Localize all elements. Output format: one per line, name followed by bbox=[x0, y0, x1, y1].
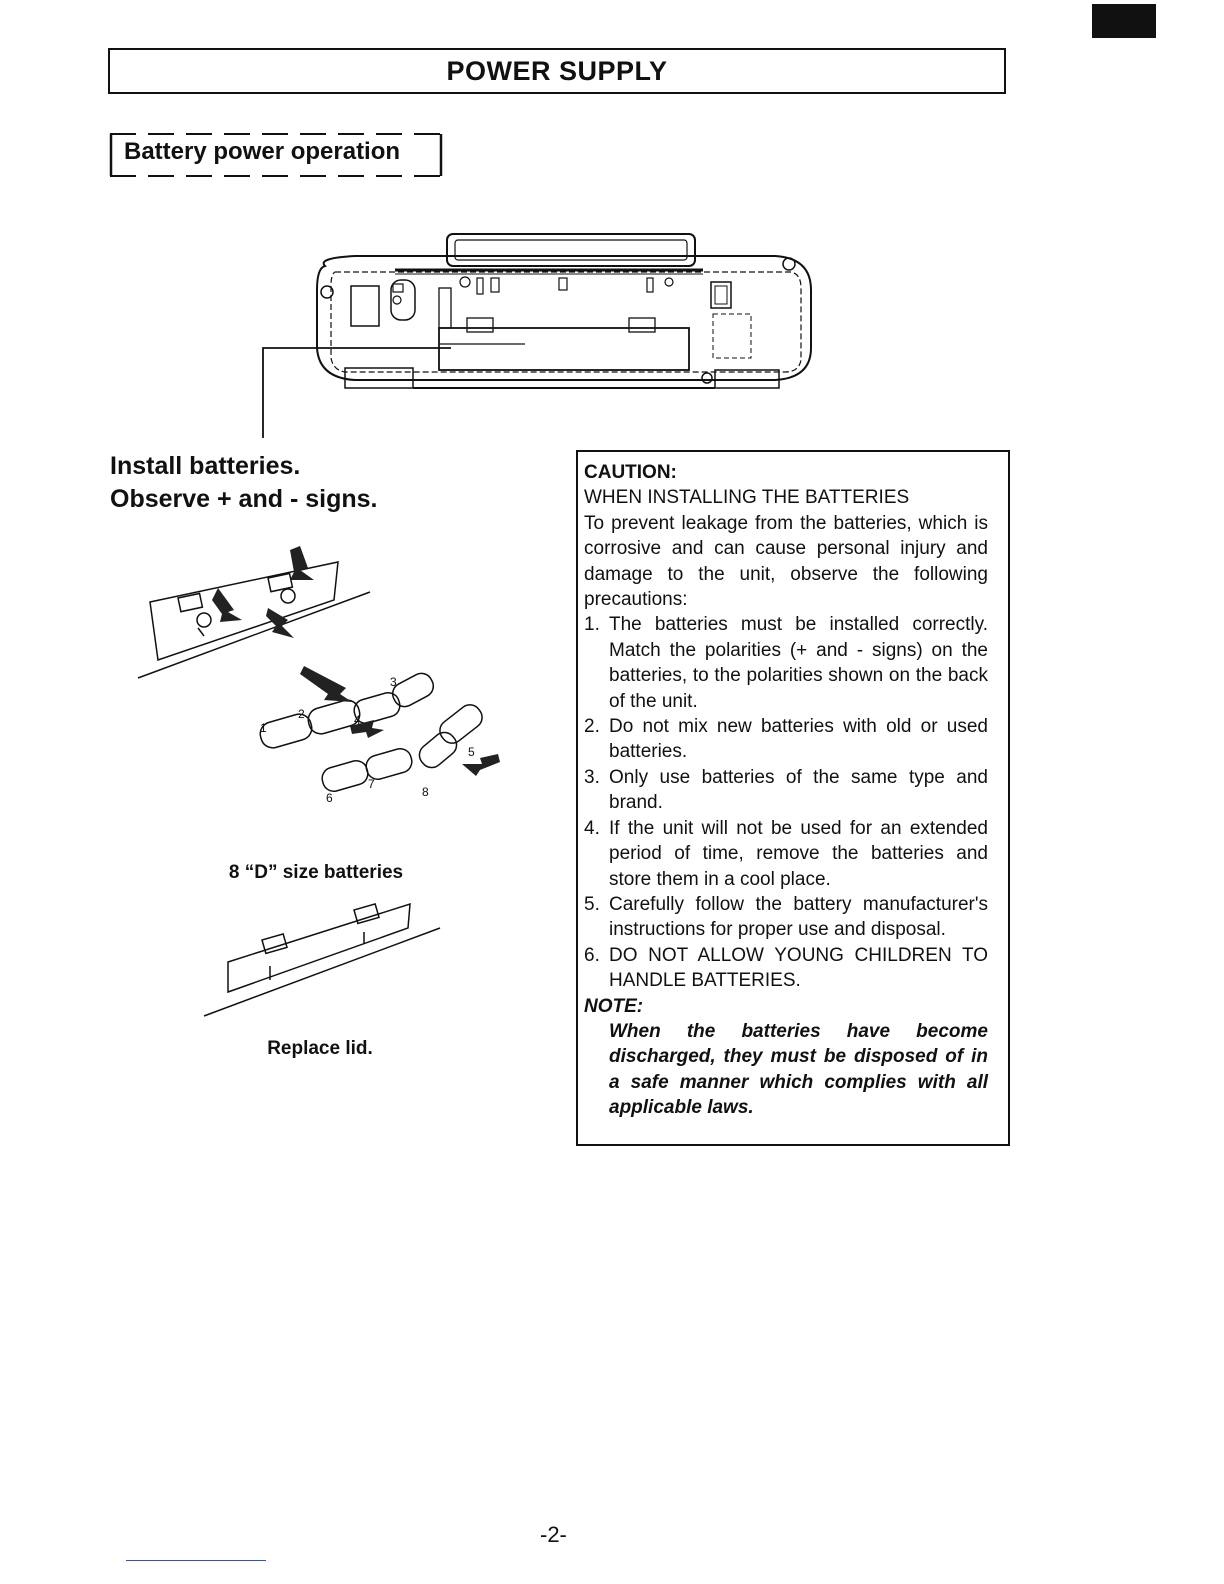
caution-item-1: 1. The batteries must be installed correctly. Match the polarities (+ and - signs) on the batteries, to the polarities shown on the back of the unit. bbox=[584, 614, 988, 712]
note-text: When the batteries have become discharged, they must be disposed of in a safe manner which complies with all applicable laws. bbox=[609, 1020, 988, 1119]
caution-item-5: 5. Carefully follow the battery manufacturer's instructions for proper use and disposal. bbox=[584, 893, 988, 941]
battery-label-6: 6 bbox=[326, 791, 333, 805]
battery-label-4: 4 bbox=[354, 713, 361, 727]
install-batteries-text: Install batteries. bbox=[110, 452, 301, 480]
caution-item-4: 4. If the unit will not be used for an extended period of time, remove the batteries and store them in a cool place. bbox=[584, 817, 988, 890]
battery-label-8: 8 bbox=[422, 785, 429, 799]
battery-label-2: 2 bbox=[298, 707, 305, 721]
observe-signs-text: Observe + and - signs. bbox=[110, 485, 378, 513]
lid-caption: Replace lid. bbox=[267, 1038, 373, 1059]
unit-back-illustration bbox=[255, 228, 815, 448]
battery-label-1: 1 bbox=[260, 721, 267, 735]
caution-subheading: WHEN INSTALLING THE BATTERIES bbox=[584, 487, 910, 509]
page-number: -2- bbox=[540, 1522, 567, 1547]
caution-item-6: 6. DO NOT ALLOW YOUNG CHILDREN TO HANDLE BATTERIES. bbox=[584, 944, 988, 992]
batteries-illustration bbox=[250, 660, 510, 805]
bottom-rule bbox=[126, 1560, 266, 1561]
replace-lid-illustration bbox=[204, 900, 444, 1020]
section-heading-frame bbox=[108, 126, 444, 178]
battery-label-5: 5 bbox=[468, 745, 475, 759]
caution-item-2: 2. Do not mix new batteries with old or used batteries. bbox=[584, 716, 988, 763]
note-label: NOTE: bbox=[584, 995, 644, 1017]
caution-intro: To prevent leakage from the batteries, which is corrosive and can cause personal injury and damage to the unit, observe the following precautions: bbox=[584, 512, 988, 611]
caution-heading: CAUTION: bbox=[584, 462, 677, 483]
battery-caption: 8 “D” size batteries bbox=[228, 862, 404, 883]
caution-list bbox=[584, 612, 988, 993]
title-box bbox=[108, 48, 1006, 94]
install-instructions bbox=[110, 450, 377, 516]
battery-label-3: 3 bbox=[390, 675, 397, 689]
caution-item-3: 3. Only use batteries of the same type and brand. bbox=[584, 766, 988, 814]
battery-label-7: 7 bbox=[368, 777, 375, 791]
caution-box bbox=[576, 450, 1010, 1146]
page-corner-tab bbox=[1092, 4, 1156, 38]
page-title: POWER SUPPLY bbox=[446, 55, 668, 86]
section-heading: Battery power operation bbox=[124, 138, 401, 165]
